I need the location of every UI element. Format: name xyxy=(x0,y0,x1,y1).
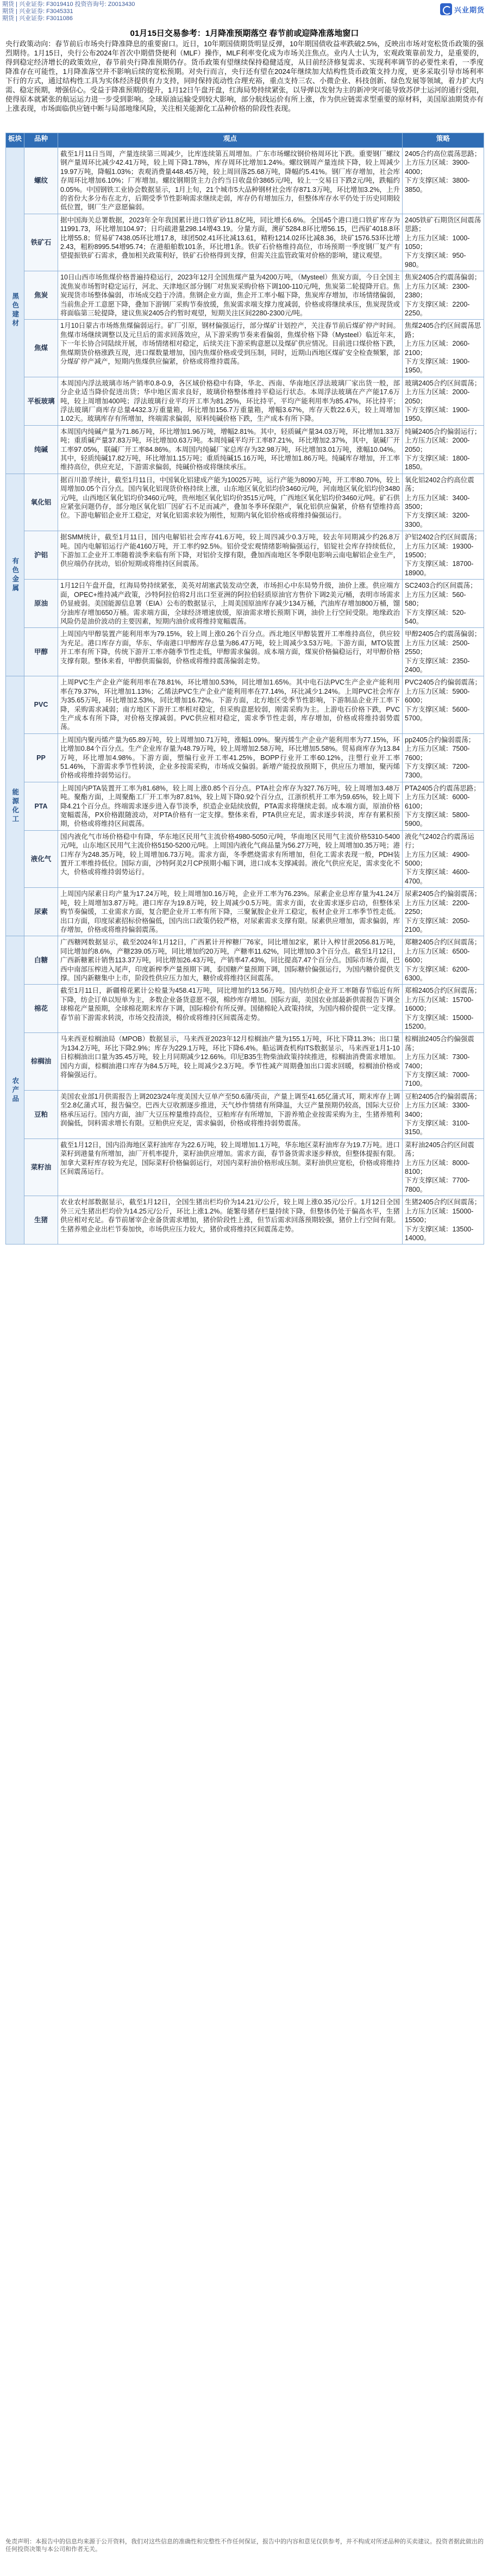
brand-name: 兴业期货 xyxy=(454,5,485,14)
commodity-strategy: 氧化铝2402合约高位震荡； 上方压力区域：3400-3500； 下方支撑区域：3200-3300。 xyxy=(403,474,484,531)
commodity-view: 1月10日蒙古市场炼焦煤偏弱运行。矿厂引原，钢材偏强运行，部分煤矿计划控产，关注春节前后煤矿停产时间。焦煤市场继续调整以及元旦后的需求回落效应，从下游采购节奏来看偏弱，焦煤价格下降（Mysteel）临近年末，下一年长协合同陆续开展，市场情绪相对稳定，后续关注下游采购意愿以及煤矿供应情况。目前进口煤价格下跌，焦煤期货价格涨跌互现，进口煤数量增加，国内焦煤价格或受到压制，同时，近期山西地区煤矿安全检查频繁，部分煤矿停产减产，短期内焦煤供应偏紧，价格或将维持震荡。 xyxy=(58,320,403,377)
table-row xyxy=(6,474,484,531)
commodity-name: 铁矿石 xyxy=(24,214,58,271)
commodity-view: 上周国内尿素日均产量为17.24万吨，较上周增加0.16万吨，企业开工率为76.23%。尿素企业总库存量为41.24万吨，较上周增加3.87万吨。港口库存为19.8万吨，较上周减少0.5万吨。需求方面，农业需求逐步启动，但整体采购节奏偏缓，工业需求方面，复合肥企业开工率有所下降，三聚氰胺企业开工稳定，板材企业开工率季节性走低。出口方面，印度尿素招标价格偏低，国内出口政策仍较严格，对尿素需求支撑有限。尿素供应增加，需求偏弱，库存增加，价格或将维持偏弱震荡。 xyxy=(58,888,403,936)
commodity-strategy: pp2405合约偏弱震荡； 上方压力区域：7500-7600； 下方支撑区域：7200-7300。 xyxy=(403,733,484,782)
commodity-strategy: 沪铝2402合约区间震荡； 上方压力区域：19300-19500； 下方支撑区域：18700-18900。 xyxy=(403,531,484,580)
commodity-strategy: 2405合约高位震荡思路； 上方压力区域：3900-4000； 下方支撑区域：3800-3850。 xyxy=(403,148,484,214)
table-row xyxy=(6,936,484,985)
intro-paragraph: 央行政策动向：春节前后市场央行降准降息的重要窗口。近日，10年期国债期货明显反弹，10年期国债收益率跌破2.5%，反映出市场对宽松货币政策的强烈期待。1月15日，央行公布2024年首次中期借贷便利（MLF）操作，MLF利率变化成为市场关注焦点。业内人士认为，宏观政策靠前发力，是重要的，得到稳定经济增长的政策效应，春节前央行降准预期仍存。货币政策有望继续保持稳健适度，从目前经济修复需求、实现利率调节的必要性来看，一季度降准存在可能性，1月降准落空并不影响后续的宽松预期。对央行而言，央行还有望在2024年继续加大结构性货币政策支持力度，更多采取引导市场利率下行的方式，通过结构性工具为实体经济提供有力支持，同时保持流动性合理充裕，重点支持三农、小微企业、科技创新、绿色发展等领域，着力扩大内需、稳定预期，增强信心。受益于降准预期的提升，1月12日午盘开盘，红海局势持续紧张，以导弹以发射为主的新冲突可能导致苏伊士运河的通行受阻，使得原本就紧张的航运运力进一步受到影响。全球原油运输受到较大影响，部分航线运价有所上涨，作为供应链需求型重要的原材料，美国原油期货亦有上涨表现，市场面临供应链中断与局部地缘风险，关注相关能源化工品种价格的阶段性表现。 xyxy=(5,40,484,113)
commodity-view: 农业农村部数据显示，截至1月12日，全国生猪出栏均价为14.21元/公斤，较上周上涨0.35元/公斤。1月12日全国外三元生猪出栏均价为14.25元/公斤，环比上涨1.2%。能繁母猪存栏量持续下降，但整体仍处于偏高水平，生猪供应相对充足。春节前屠宰企业备货需求增加，猪价阶段性上涨，但节后需求回落预期较强，猪价上行空间有限。生猪养殖企业出栏节奏加快，市场供应压力较大，猪价或将维持区间震荡走势。 xyxy=(58,1196,403,1245)
commodity-name: 螺纹 xyxy=(24,148,58,214)
commodity-view: 据SMM统计，截至1月11日，国内电解铝社会库存41.6万吨，较上周四减少0.3万吨，较去年同期减少约26.8万吨。国内电解铝运行产能4160万吨，开工率约92.5%。铝价受宏观情绪影响偏强运行，铝锭社会库存持续低位，下游加工企业开工率随着淡季来临有所下降，对铝价支撑有限，叠加西南地区冬季限电影响云南电解铝企业生产，供应端仍存扰动，铝价短期或将维持区间震荡。 xyxy=(58,531,403,580)
commodity-strategy: 郑糖2405合约区间震荡； 上方压力区域：6500-6600； 下方支撑区域：6200-6300。 xyxy=(403,936,484,985)
commodity-name: 尿素 xyxy=(24,888,58,936)
column-header: 品种 xyxy=(24,133,58,148)
commodity-name: 甲醇 xyxy=(24,628,58,676)
commodity-strategy: 纯碱2405合约偏弱运行； 上方压力区域：2000-2050； 下方支撑区域：1800-1850。 xyxy=(403,425,484,474)
commodity-view: 上周PVC生产企业产能利用率在78.81%，环比增加0.53%，同比增加1.65%。其中电石法PVC生产企业产能利用率在79.37%，环比增加1.13%；乙烯法PVC生产企业产能利用率在77.14%，环比减少1.24%。上周PVC社会库存为35.65万吨，环比增加2.53%，同比增加16.72%。下游方面，北方地区受季节性影响，下游制品企业开工率下降，采购需求减弱；南方地区下游开工率相对稳定，但采购意愿较弱，刚需采购为主。上游电石价格下跌，PVC生产成本有所下降，对价格支撑减弱。PVC供应相对稳定，需求季节性走弱，库存增加，价格或将维持弱势震荡。 xyxy=(58,676,403,733)
commodity-view: 据中国海关总署数据，2023年全年我国累计进口铁矿砂11.8亿吨，同比增长6.6%。全国45个港口进口铁矿库存为11991.73，环比增加104.97；日均疏港量298.14增43.19。分量方面，澳矿5284.8环比增56.15，巴西矿4018.8环比增55.8；贸易矿7438.05环比增17.8，球团502.41环比减13.61，精粉1214.02环比减8.36，块矿1576.53环比增2.43，粗粉8995.54增95.74；在港船舶数101条，环比增1条。铁矿石价格维持高位，市场预期一季度钢厂复产有望提振铁矿石需求，叠加相关政策利好，铁矿石价格得到支撑，但需关注监管政策对价格的影响，建议观望。 xyxy=(58,214,403,271)
table-row xyxy=(6,214,484,271)
disclaimer: 免责声明：本报告中的信息均来源于公开资料，我们对这些信息的准确性和完整性不作任何保证，报告中的内容和意见仅供参考，并不构成对所述品种的买卖建议。投资者据此做出的任何投资决策与本公司和作者无关。 xyxy=(5,2538,484,2553)
sector-cell: 有色金属 xyxy=(6,474,24,676)
commodity-view: 上周国内甲醇装置产能利用率为79.15%，较上周上涨0.26个百分点。西北地区甲醇装置开工率维持高位，供应较为充足。港口库存方面，华东、华南港口甲醇库存总量为86.47万吨，较上周减少3.53万吨。下游方面，MTO装置开工率有所下降，传统下游开工率亦随季节性走低，甲醇需求偏弱。成本端方面，煤炭价格偏稳运行，对甲醇价格支撑有限。整体来看，甲醇供需偏弱，价格或将维持震荡偏弱走势。 xyxy=(58,628,403,676)
column-header: 观点 xyxy=(58,133,403,148)
table-row xyxy=(6,148,484,214)
commodity-name: 原油 xyxy=(24,580,58,628)
table-row xyxy=(6,377,484,425)
page-title: 01月15日交易参考：1月降准预期落空 春节前或迎降准落地窗口 xyxy=(130,29,359,38)
header xyxy=(0,0,489,26)
table-row xyxy=(6,1090,484,1138)
credential-line: 期货 | 兴业证券: F3011086 xyxy=(2,15,73,22)
commodity-name: 白糖 xyxy=(24,936,58,985)
commodity-strategy: 焦煤2405合约区间震荡思路； 上方压力区域：2060-2100； 下方支撑区域：1900-1950。 xyxy=(403,320,484,377)
commodity-view: 上周国内聚丙烯产量为65.89万吨，较上周增加0.71万吨，涨幅1.09%。聚丙烯生产企业产能利用率为77.15%，环比增加0.84个百分点。生产企业库存量为48.79万吨，较上周增加2.58万吨，环比增加5.58%。贸易商库存为13.84万吨，环比增加4.98%。下游方面，塑编行业开工率41.25%，BOPP行业开工率60.12%，注塑行业开工率51.46%，下游需求季节性转淡，企业多按需采购，市场成交偏弱。新增产能投放预期下，供应压力增加，聚丙烯价格或将维持弱势运行。 xyxy=(58,733,403,782)
commodity-name: 液化气 xyxy=(24,830,58,887)
commodity-name: 沪铝 xyxy=(24,531,58,580)
commodity-view: 截至1月11日，新疆棉花累计公检量为458.41万吨，同比增加约13.56万吨。国内纺织企业开工率随春节临近有所下降，纺企订单以短单为主，多数企业备货意愿不强，棉纱库存增加。国际方面，美国农业部最新供需报告下调全球棉花产量预期，全球棉花期末库存下调，国际棉价有所反弹。国储棉轮入政策持续，为国内棉价提供一定支撑。春节前下游需求转淡，市场交投清淡，棉价或将维持区间震荡走势。 xyxy=(58,985,403,1033)
table-row xyxy=(6,1033,484,1090)
commodity-view: 马来西亚棕榈油局（MPOB）数据显示，马来西亚2023年12月棕榈油产量为155.1万吨，环比下降11.3%；出口量为134.2万吨，环比下降2.9%；库存为229.1万吨，环比下降6.4%。船运调查机构ITS数据显示，马来西亚1月1-10日棕榈油出口量为35.45万吨，较上月同期减少12.66%。印尼B35生物柴油政策持续推进，棕榈油消费需求增加。国内方面，棕榈油港口库存为84.5万吨，较上周减少2.3万吨。季节性减产周期叠加出口需求回暖，棕榈油价格或将偏强运行。 xyxy=(58,1033,403,1090)
commodity-name: 纯碱 xyxy=(24,425,58,474)
commodity-strategy: 棕榈油2405合约偏强震荡； 上方压力区域：7300-7400； 下方支撑区域：7000-7100。 xyxy=(403,1033,484,1090)
table-row xyxy=(6,830,484,887)
brand-logo-icon xyxy=(440,3,452,15)
commodity-view: 美国农业部1月供需报告上调2023/24年度美国大豆单产至50.6蒲/英亩，产量上调至41.65亿蒲式耳，期末库存上调至2.8亿蒲式耳，报告偏空。巴西大豆收割逐步推进，天气炒作情绪有所降温，大豆产量预期仍较高，国际大豆价格承压运行。国内方面，油厂大豆压榨量维持高位，豆粕库存有所增加，下游养殖企业按需采购为主，生猪养殖利润偏低，饲料需求增长有限。豆粕供应充足，需求偏弱，价格或将维持弱势震荡。 xyxy=(58,1090,403,1138)
commodity-name: PVC xyxy=(24,676,58,733)
column-header: 策略 xyxy=(403,133,484,148)
commodity-strategy: 豆粕2405合约偏弱震荡； 上方压力区域：3300-3400； 下方支撑区域：3100-3150。 xyxy=(403,1090,484,1138)
commodity-strategy: 2405铁矿石期货区间震荡思路； 上方压力区域：1000-1050； 下方支撑区域：950-980。 xyxy=(403,214,484,271)
commodity-name: 棉花 xyxy=(24,985,58,1033)
commodity-view: 10日山西市场焦煤价格普遍持稳运行，2023年12月全国焦煤产量为4200万吨，（Mysteel）焦炭方面，今日全国主流焦炭市场暂时稳定运行，河北、天津地区部分钢厂对焦炭采购价格下调100-110元/吨，焦炭第二轮提降开启。焦炭现货市场整体偏弱，市场成交趋于冷清。焦钢企业方面，焦企开工率小幅下降，焦炭库存增加，市场情绪偏弱，当前焦企开工意愿下降，叠加下游钢厂采购节奏放缓，焦炭需求端支撑力度减弱，价格或将继续承压，焦炭现货或将面临第三轮提降，建议焦炭2405合约暂时观望，短期关注区间2280-2300元/吨。 xyxy=(58,271,403,320)
column-header: 板块 xyxy=(6,133,24,148)
credential-line: 期货 | 兴业证券: F3019410 投资咨询号: Z0013430 xyxy=(2,1,135,8)
commodity-strategy: PVC2405合约偏弱震荡； 上方压力区域：5900-6000； 下方支撑区域：5600-5700。 xyxy=(403,676,484,733)
commodity-name: 氧化铝 xyxy=(24,474,58,531)
commodity-view: 国内液化气市场价格稳中有降，华东地区民用气主流价格4980-5050元/吨，华南地区民用气主流价格5310-5400元/吨，山东地区民用气主流价格5150-5200元/吨。上周国内液化气商品量为56.27万吨，较上周增加0.35万吨；港口库存为248.35万吨，较上周增加6.73万吨。需求方面，冬季燃烧需求有所增加，但化工需求表现一般，PDH装置开工率维持低位。国际方面，沙特阿美2月CP预期小幅下调，进口成本支撑减弱。液化气供应充足，需求变化不大，价格或将维持弱势运行。 xyxy=(58,830,403,887)
commodity-name: 菜籽油 xyxy=(24,1138,58,1196)
sector-cell: 能源化工 xyxy=(6,676,24,936)
table-row xyxy=(6,425,484,474)
sector-cell: 黑色建材 xyxy=(6,148,24,474)
table-row xyxy=(6,1196,484,1245)
commodity-view: 本周国内浮法玻璃市场产销率0.8-0.9，各区域价格稳中有降，华北、西南、华南地区浮法玻璃厂家出货一般，部分企业适当降价促进出货；华中地区需求良好，玻璃价格整体维持平稳运行状态。本周浮法玻璃在产产能17.6万吨，较上周增加400吨；浮法玻璃行业平均开工率为81.25%，环比持平，平均产能利用率为85.47%，环比持平；浮法玻璃厂商库存总量4432.3万重量箱，环比增加156.7万重量箱，增幅3.67%，库存天数22.6天，较上周增加1.02天。玻璃库存有所增加，终端需求偏弱，原料纯碱价格下跌，生产成本有所下降。 xyxy=(58,377,403,425)
sector-cell: 农产品 xyxy=(6,936,24,1245)
table-row xyxy=(6,580,484,628)
commodity-strategy: 生猪2405合约区间震荡； 上方压力区域：15000-15500； 下方支撑区域：13500-14000。 xyxy=(403,1196,484,1245)
brand-logo xyxy=(440,3,485,15)
table-row xyxy=(6,888,484,936)
commodity-name: 生猪 xyxy=(24,1196,58,1245)
reference-table xyxy=(5,133,484,1245)
table-row xyxy=(6,733,484,782)
commodity-view: 本周国内纯碱产量为71.86万吨，环比增加1.96万吨，增幅2.81%。其中，轻质碱产量34.03万吨，环比增加1.33万吨；重质碱产量37.83万吨，环比增加0.63万吨。本周纯碱平均开工率87.21%，环比增加2.37%，其中，氨碱厂开工率97.05%，联碱厂开工率84.86%。本周国内纯碱厂家总库存为32.98万吨，环比增加3.01万吨，涨幅10.04%。其中，轻质纯碱17.82万吨，环比增加1.15万吨；重质纯碱15.16万吨，环比增加1.86万吨。纯碱库存增加，开工率维持高位，供应充足，下游需求偏弱，纯碱价格或将继续承压。 xyxy=(58,425,403,474)
commodity-strategy: 郑棉2405合约区间震荡； 上方压力区域：15700-16000； 下方支撑区域：15000-15200。 xyxy=(403,985,484,1033)
commodity-view: 上周国内PTA装置开工率为81.68%，较上周上涨0.85个百分点。PTA社会库存为327.76万吨，较上周增加3.48万吨。聚酯方面，上周聚酯工厂开工率为87.81%，较上周下降0.92个百分点，江浙织机开工率为59.65%，较上周下降4.21个百分点。终端需求逐步进入春节淡季，织造企业陆续放假，PTA需求将继续走弱。成本端方面，原油价格宽幅震荡，PX价格跟随波动，对PTA价格有一定支撑。整体来看，PTA供应充足，需求逐步转淡，库存有累积预期，价格或将维持区间震荡。 xyxy=(58,782,403,830)
table-row xyxy=(6,782,484,830)
table-row xyxy=(6,320,484,377)
commodity-name: 焦炭 xyxy=(24,271,58,320)
commodity-name: PP xyxy=(24,733,58,782)
table-row xyxy=(6,676,484,733)
commodity-strategy: 甲醇2405合约震荡偏弱； 上方压力区域：2500-2550； 下方支撑区域：2350-2400。 xyxy=(403,628,484,676)
commodity-strategy: 焦炭2405合约震荡偏弱； 上方压力区域：2300-2380； 下方支撑区域：2200-2250。 xyxy=(403,271,484,320)
table-row xyxy=(6,271,484,320)
commodity-strategy: 尿素2405合约偏弱震荡； 上方压力区域：2200-2250； 下方支撑区域：2050-2100。 xyxy=(403,888,484,936)
commodity-view: 截至1月12日，国内沿海地区菜籽油库存为22.6万吨，较上周增加1.1万吨，华东地区菜籽油库存为19.7万吨。进口菜籽到港量有所增加，油厂开机率提升，菜籽油供应增加。需求方面，春节备货需求逐步释放，但整体提振有限。加拿大菜籽库存较为充足，国际菜籽价格偏弱运行，对国内菜籽油价格形成压制。菜籽油供应宽松，价格或将维持区间震荡运行。 xyxy=(58,1138,403,1196)
commodity-strategy: SC2403合约区间震荡； 上方压力区域：560-580； 下方支撑区域：520-540。 xyxy=(403,580,484,628)
commodity-name: PTA xyxy=(24,782,58,830)
commodity-strategy: PTA2405合约震荡思路； 上方压力区域：6000-6100； 下方支撑区域：5800-5900。 xyxy=(403,782,484,830)
commodity-name: 棕榈油 xyxy=(24,1033,58,1090)
commodity-strategy: 菜籽油2405合约区间震荡； 上方压力区域：8000-8100； 下方支撑区域：7700-7800。 xyxy=(403,1138,484,1196)
commodity-view: 据百川盈孚统计，截至1月11日，中国氧化铝建成产能为10025万吨，运行产能为8090万吨，开工率80.70%，较上周增加0.05个百分点。国内氧化铝现货价格持续上涨，山东地区氧化铝均价3460元/吨，河南地区氧化铝均价3480元/吨，山西地区氧化铝均价3460元/吨，贵州地区氧化铝均价3515元/吨，广西地区氧化铝均价3460元/吨。矿石供应紧张问题仍存，部分地区氧化铝厂因矿石不足而减产，叠加冬季环保限产，氧化铝供应偏紧，价格有望维持高位。下游电解铝企业开工稳定，对氧化铝需求较为刚性，短期内氧化铝价格或将维持偏强运行。 xyxy=(58,474,403,531)
table-row xyxy=(6,985,484,1033)
commodity-name: 焦煤 xyxy=(24,320,58,377)
commodity-name: 豆粕 xyxy=(24,1090,58,1138)
commodity-view: 广西糖网数据显示，截至2024年1月12日，广西累计开榨糖厂76家，同比增加2家，累计入榨甘蔗2056.81万吨，同比增加约8.6%，产糖239.05万吨，同比增加约20万吨，产糖率11.62%，同比增加0.3个百分点。截至1月12日，广西新糖累计销售113.37万吨，同比增加26.43万吨，产销率47.43%，同比提高7.47个百分点。国际市场方面，巴西中南部压榨进入尾声，印度新榨季产量预期下调，泰国糖产量预期下调，国际糖价偏强运行，为国内糖价提供支撑。国内新糖集中上市，阶段性供应压力加大，糖价或将维持区间震荡。 xyxy=(58,936,403,985)
table-row xyxy=(6,628,484,676)
commodity-name: 平板玻璃 xyxy=(24,377,58,425)
table-row xyxy=(6,1138,484,1196)
commodity-strategy: 液化气2402合约震荡运行； 上方压力区域：4900-5000； 下方支撑区域：4600-4700。 xyxy=(403,830,484,887)
table-header-row xyxy=(6,133,484,148)
analyst-credentials xyxy=(2,1,135,22)
credential-line: 期货 | 兴业证券: F3045331 xyxy=(2,8,73,15)
commodity-view: 截至1月11日当周，产量连续第三周减少，比库连续第五周增加。广东市场螺纹钢价格周环比下跌。重要钢厂螺纹钢产量周环比减少42.41万吨，较上周下降1.78%，库存周环比增加1.24%。螺纹钢周产量连续下降，较上周减少19.97万吨，降幅1.03%；表观消费量448.45万吨，较上周回落25.68万吨，降幅约5.41%。钢厂库存增加，社会库存周环比增加6.10%；厂库增加。螺纹钢期货主力合约当日收盘价3865元/吨，较上一交易日下跌2元/吨，跌幅约0.05%。中国钢铁工业协会数据显示，1月上旬，21个城市5大品种钢材社会库存871.3万吨，环比增加3.2%，上升的省份大多分布在北方，后期受季节性影响需求继续走弱，库存仍有增加压力，但整体库存水平仍处于历史同期较低位置，钢厂生产意愿偏弱。 xyxy=(58,148,403,214)
commodity-view: 1月12日午盘开盘，红海局势持续紧张，美英对胡塞武装发动空袭，市场担心中东局势升级，油价上涨。供应端方面，OPEC+维持减产政策，沙特阿拉伯将2月出口至亚洲的阿拉伯轻质原油官方售价下调2美元/桶，表明市场需求仍显疲弱。美国能源信息署（EIA）公布的数据显示，上周美国原油库存减少134万桶，汽油库存增加800万桶，馏分油库存增加650万桶。需求端方面，全球经济增速放缓，原油需求增长预期下调，油价上行空间受限。地缘政治风险仍是油价波动的主要因素，短期内油价或将维持宽幅震荡。 xyxy=(58,580,403,628)
commodity-strategy: 玻璃2405合约区间震荡； 上方压力区域：2000-2050； 下方支撑区域：1900-1950。 xyxy=(403,377,484,425)
table-row xyxy=(6,531,484,580)
